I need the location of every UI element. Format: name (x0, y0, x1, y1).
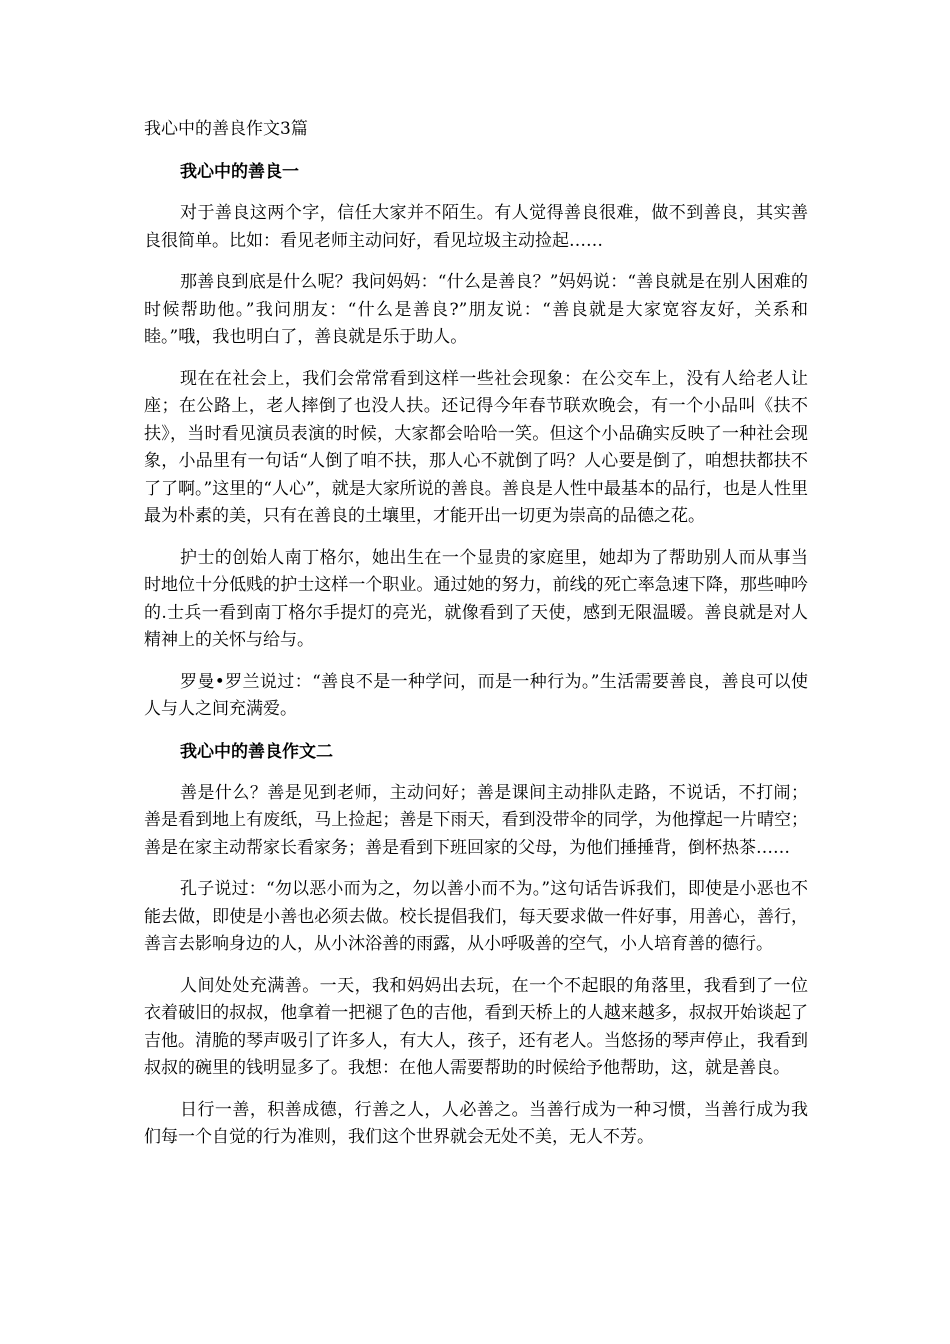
paragraph: 罗曼•罗兰说过：“善良不是一种学问，而是一种行为。”生活需要善良，善良可以使人与人之间充满爱。 (144, 671, 808, 719)
section-2 (144, 738, 808, 1152)
paragraph: 善是什么？善是见到老师，主动问好；善是课间主动排队走路，不说话，不打闹；善是看到地上有废纸，马上捡起；善是下雨天，看到没带伞的同学，为他撑起一片晴空；善是在家主动帮家长看家务；善是看到下班回家的父母，为他们捶捶背，倒杯热茶…… (144, 782, 808, 858)
paragraph: 那善良到底是什么呢？我问妈妈：“什么是善良？”妈妈说：“善良就是在别人困难的时候帮助他。”我问朋友：“什么是善良?”朋友说：“善良就是大家宽容友好，关系和睦。”哦，我也明白了，善良就是乐于助人。 (144, 272, 808, 347)
section-heading: 我心中的善良一 (180, 162, 299, 182)
paragraph: 现在在社会上，我们会常常看到这样一些社会现象：在公交车上，没有人给老人让座；在公路上，老人摔倒了也没人扶。还记得今年春节联欢晚会，有一个小品叫《扶不扶》，当时看见演员表演的时候，大家都会哈哈一笑。但这个小品确实反映了一种社会现象，小品里有一句话“人倒了咱不扶，那人心不就倒了吗？人心要是倒了，咱想扶都扶不了了啊。”这里的“人心”，就是大家所说的善良。善良是人性中最基本的品行，也是人性里最为朴素的美，只有在善良的土壤里，才能开出一切更为崇高的品德之花。 (144, 368, 808, 526)
document-title: 我心中的善良作文3篇 (144, 119, 308, 139)
section-heading: 我心中的善良作文二 (180, 741, 333, 762)
section-1 (144, 158, 808, 724)
document-page (144, 112, 808, 1166)
paragraph: 护士的创始人南丁格尔，她出生在一个显贵的家庭里，她却为了帮助别人而从事当时地位十分低贱的护士这样一个职业。通过她的努力，前线的死亡率急速下降，那些呻吟的.士兵一看到南丁格尔手提灯的亮光，就像看到了天使，感到无限温暖。善良就是对人精神上的关怀与给与。 (144, 547, 808, 650)
paragraph: 人间处处充满善。一天，我和妈妈出去玩，在一个不起眼的角落里，我看到了一位衣着破旧的叔叔，他拿着一把褪了色的吉他，看到天桥上的人越来越多，叔叔开始谈起了吉他。清脆的琴声吸引了许多人，有大人，孩子，还有老人。当悠扬的琴声停止，我看到叔叔的碗里的钱明显多了。我想：在他人需要帮助的时候给予他帮助，这，就是善良。 (144, 975, 808, 1078)
paragraph: 日行一善，积善成德，行善之人，人必善之。当善行成为一种习惯，当善行成为我们每一个自觉的行为准则，我们这个世界就会无处不美，无人不芳。 (144, 1099, 808, 1147)
paragraph: 对于善良这两个字，信任大家并不陌生。有人觉得善良很难，做不到善良，其实善良很简单。比如：看见老师主动问好，看见垃圾主动捡起…… (144, 203, 808, 251)
paragraph: 孔子说过：“勿以恶小而为之，勿以善小而不为。”这句话告诉我们，即使是小恶也不能去做，即使是小善也必须去做。校长提倡我们，每天要求做一件好事，用善心，善行，善言去影响身边的人，从小沐浴善的雨露，从小呼吸善的空气，小人培育善的德行。 (144, 879, 808, 954)
